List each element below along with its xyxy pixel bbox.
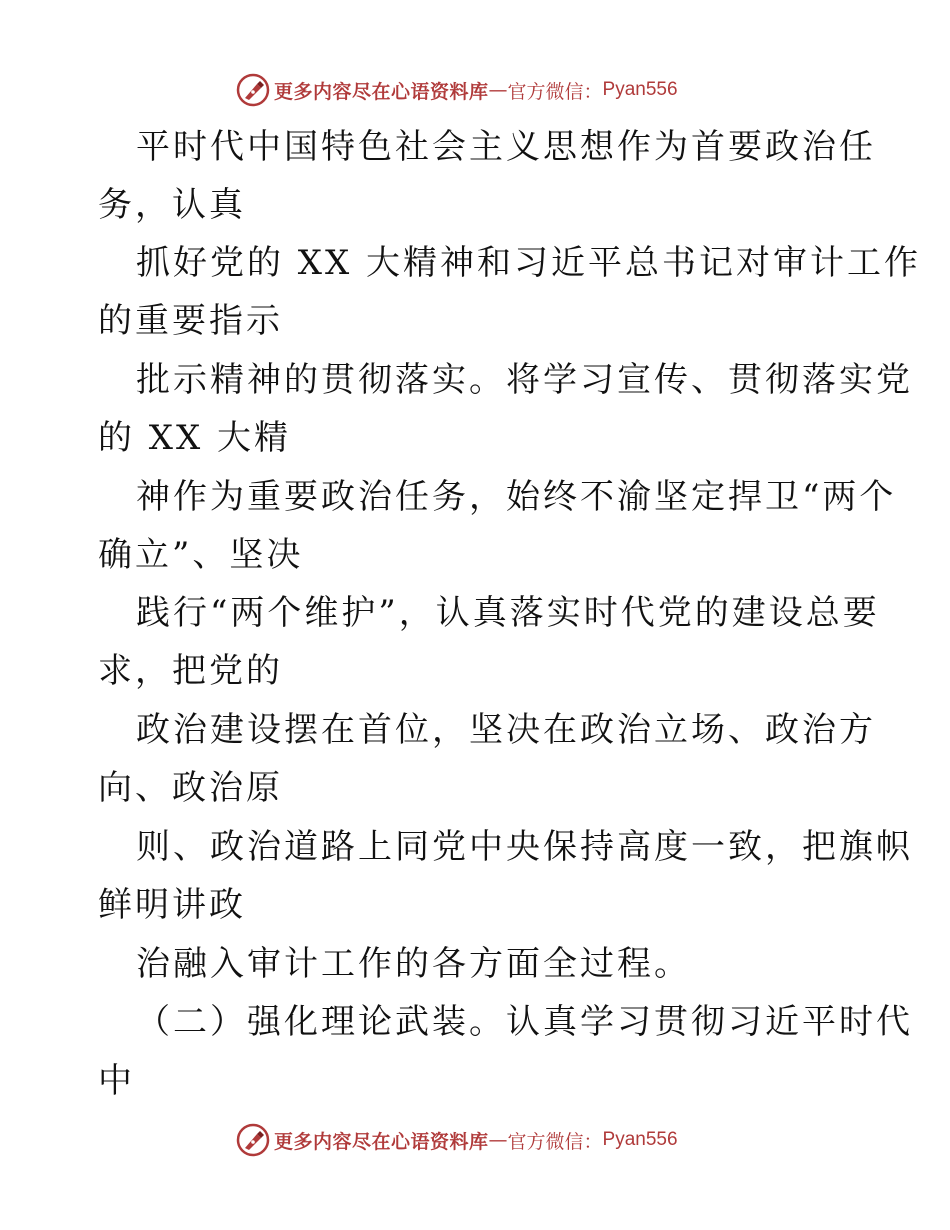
body-line: 政治建设摆在首位，坚决在政治立场、政治方 <box>136 710 876 750</box>
pen-nib-logo-icon <box>236 73 270 107</box>
body-line: 则、政治道路上同党中央保持高度一致，把旗帜 <box>136 827 913 867</box>
body-line: 确立”、坚决 <box>98 535 304 575</box>
banner-wechat-label: 官方微信： <box>507 80 603 103</box>
banner-wechat-id: Pyan556 <box>602 79 678 100</box>
body-line: 向、政治原 <box>98 768 283 808</box>
footer-banner <box>236 1122 678 1158</box>
body-line: 神作为重要政治任务，始终不渝坚定捍卫“两个 <box>136 477 897 517</box>
body-line: 批示精神的贯彻落实。将学习宣传、贯彻落实党 <box>136 360 913 400</box>
body-line: 求，把党的 <box>98 651 283 691</box>
body-line: 平时代中国特色社会主义思想作为首要政治任 <box>136 127 876 167</box>
body-line: 治融入审计工作的各方面全过程。 <box>136 944 691 984</box>
body-line: （二）强化理论武装。认真学习贯彻习近平时代 <box>136 1002 913 1042</box>
banner-wechat-label: 官方微信： <box>507 1130 603 1153</box>
banner-separator: — <box>488 1129 508 1151</box>
body-line: 的 XX 大精 <box>98 418 292 458</box>
body-line: 抓好党的 XX 大精神和习近平总书记对审计工作 <box>136 243 922 283</box>
body-line: 务，认真 <box>98 185 246 225</box>
banner-slogan: 更多内容尽在心语资料库 <box>274 80 489 103</box>
body-line: 的重要指示 <box>98 301 283 341</box>
body-line: 中 <box>98 1061 135 1101</box>
body-line: 践行“两个维护”，认真落实时代党的建设总要 <box>136 593 880 633</box>
body-line: 鲜明讲政 <box>98 885 246 925</box>
banner-slogan: 更多内容尽在心语资料库 <box>274 1130 489 1153</box>
banner-wechat-id: Pyan556 <box>602 1129 678 1150</box>
banner-separator: — <box>488 79 508 101</box>
pen-nib-logo-icon <box>236 1123 270 1157</box>
header-banner <box>236 72 678 108</box>
